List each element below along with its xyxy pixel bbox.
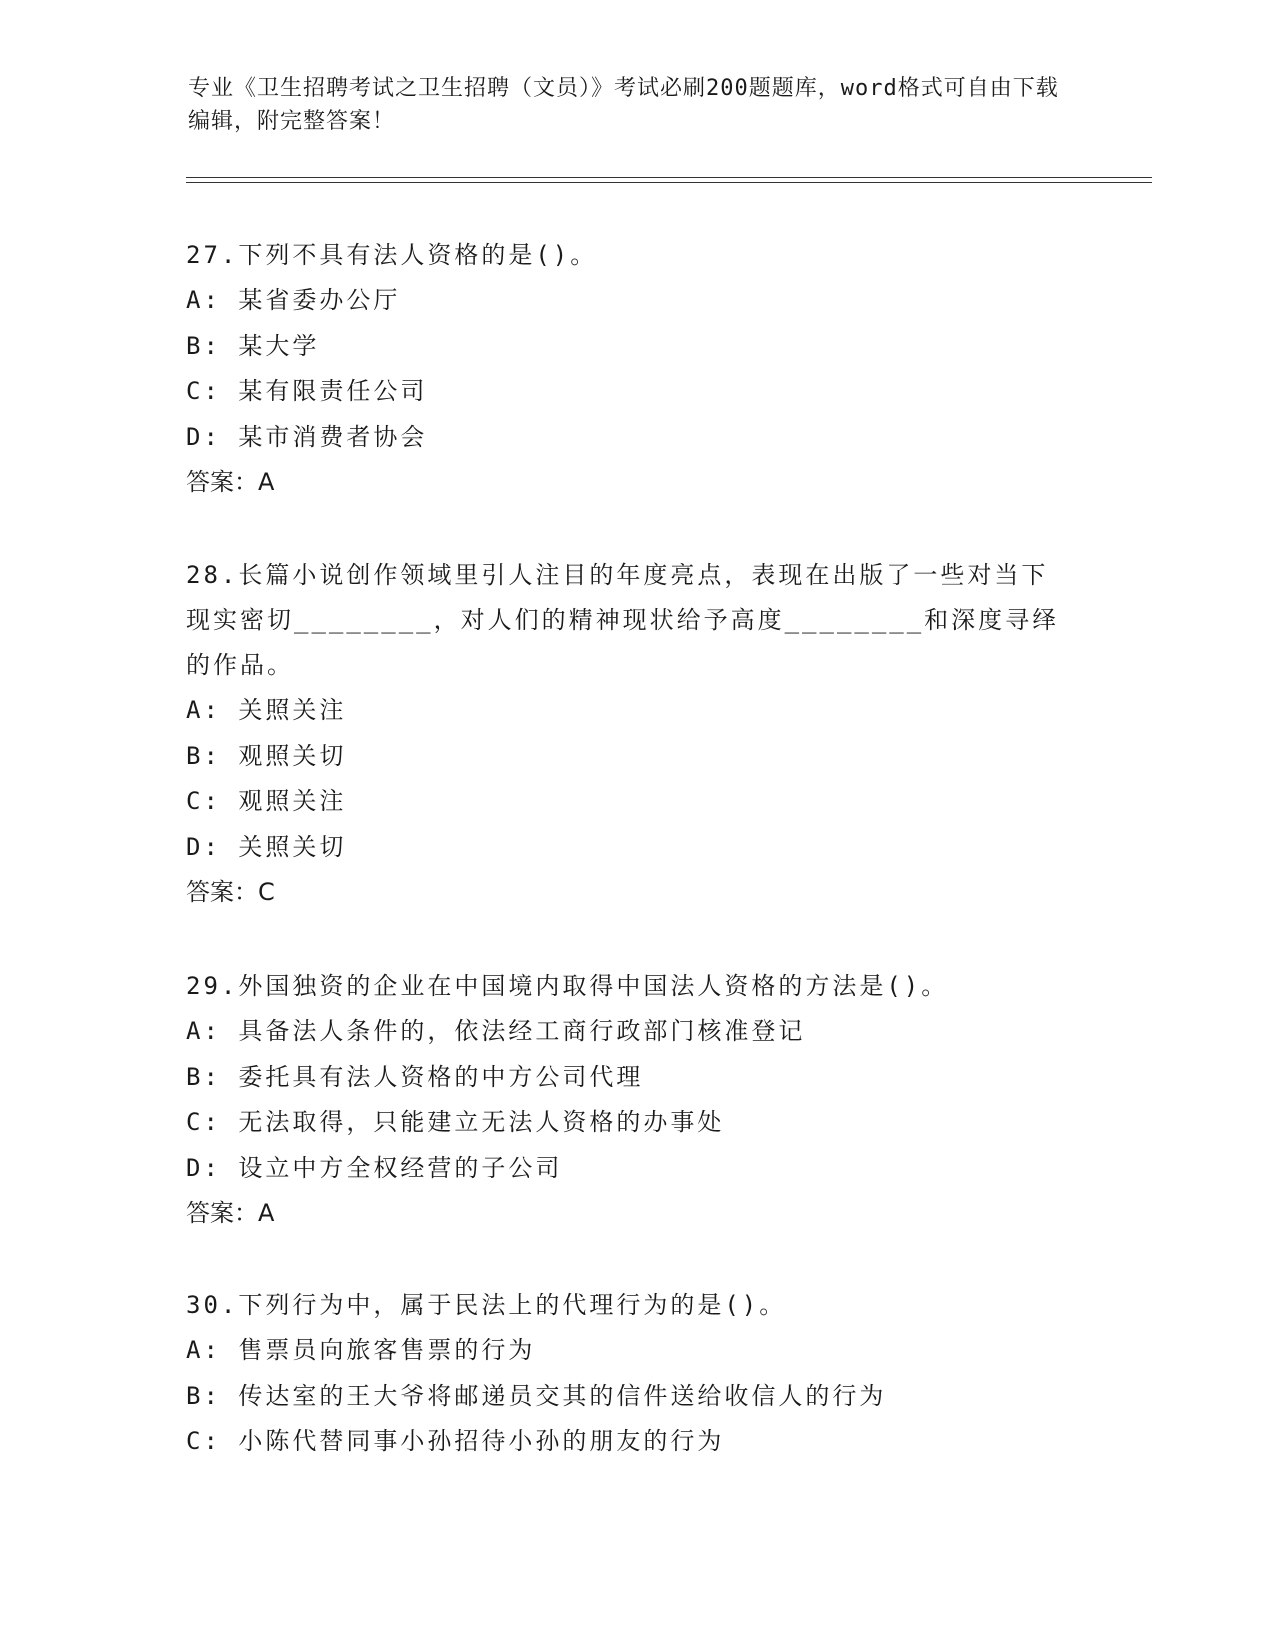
question-28 xyxy=(186,553,1086,916)
option-b: B: 委托具有法人资格的中方公司代理 xyxy=(186,1062,644,1091)
option-a: A: 售票员向旅客售票的行为 xyxy=(186,1336,536,1364)
question-stem: 30.下列行为中，属于民法上的代理行为的是()。 xyxy=(186,1291,787,1319)
answer: 答案：C xyxy=(186,878,275,906)
option-a: A: 具备法人条件的，依法经工商行政部门核准登记 xyxy=(186,1017,806,1045)
option-a: A: 某省委办公厅 xyxy=(186,286,401,314)
option-b: B: 某大学 xyxy=(186,331,320,360)
option-d: D: 设立中方全权经营的子公司 xyxy=(186,1153,563,1182)
option-a: A: 关照关注 xyxy=(186,696,347,724)
question-30 xyxy=(186,1283,1086,1465)
option-d: D: 某市消费者协会 xyxy=(186,422,428,451)
option-c: C: 观照关注 xyxy=(186,787,347,815)
question-stem: 27.下列不具有法人资格的是()。 xyxy=(186,241,598,269)
option-d: D: 关照关切 xyxy=(186,832,347,861)
answer: 答案：A xyxy=(186,468,275,496)
option-c: C: 某有限责任公司 xyxy=(186,377,428,405)
question-29 xyxy=(186,964,1086,1237)
question-stem: 28.长篇小说创作领域里引人注目的年度亮点，表现在出版了一些对当下现实密切________，对人们的精神现状给予高度________和深度寻绎的作品。 xyxy=(186,561,1060,679)
option-b: B: 传达室的王大爷将邮递员交其的信件送给收信人的行为 xyxy=(186,1381,887,1410)
document-header: 专业《卫生招聘考试之卫生招聘（文员）》考试必刷200题题库，word格式可自由下载编辑，附完整答案！ xyxy=(188,76,1059,134)
option-b: B: 观照关切 xyxy=(186,741,347,770)
header-divider xyxy=(186,177,1152,183)
question-stem: 29.外国独资的企业在中国境内取得中国法人资格的方法是()。 xyxy=(186,972,949,1000)
answer: 答案：A xyxy=(186,1199,275,1227)
option-c: C: 无法取得，只能建立无法人资格的办事处 xyxy=(186,1108,725,1136)
question-27 xyxy=(186,233,1086,506)
option-c: C: 小陈代替同事小孙招待小孙的朋友的行为 xyxy=(186,1427,725,1455)
